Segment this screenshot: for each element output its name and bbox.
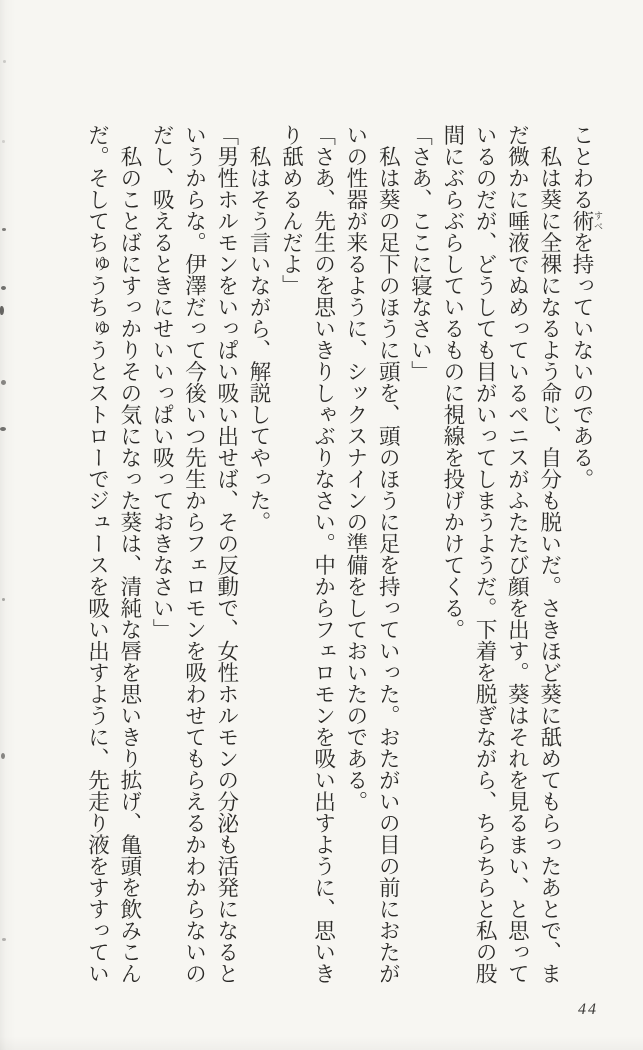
paragraph: 私は葵の足下のほうに頭を、頭のほうに足を持っていった。おたがいの目の前におたがいの性器が来るように、シックスナインの準備をしておいたのである。 xyxy=(343,124,401,984)
paragraph: 私のことばにすっかりその気になった葵は、清純な唇を思いきり拡げ、亀頭を飲みこんだ。そしてちゅうちゅうとストローでジュースを吸い出すように、先走り液をすすってい xyxy=(85,124,142,984)
scan-artifact xyxy=(0,306,4,315)
paragraph: 「さあ、ここに寝なさい」 xyxy=(408,124,433,382)
text-block xyxy=(81,124,603,992)
scan-artifact xyxy=(3,60,6,63)
paragraph: 「男性ホルモンをいっぱい吸い出せば、その反動で、女性ホルモンの分泌も活発になるというからな。伊澤だって今後いつ先生からフェロモンを吸わせてもらえるかわからないのだし、吸えるときにせいいっぱい吸っておきなさい」 xyxy=(150,124,239,984)
scan-artifact xyxy=(2,598,5,601)
page-number: 44 xyxy=(578,1001,598,1018)
scan-artifact xyxy=(1,380,6,385)
scan-artifact xyxy=(2,938,6,941)
scan-artifact xyxy=(0,427,6,431)
scan-artifact xyxy=(1,286,6,290)
scan-artifact xyxy=(2,228,6,231)
scan-artifact xyxy=(1,753,5,759)
paragraph: 私は葵に全裸になるよう命じ、自分も脱いだ。さきほど葵に舐めてもらったあとで、まだ微かに唾液でぬめっているペニスがふたたび顔を出す。葵はそれを見るまい、と思っているのだが、どうしても目がいってしまうようだ。下着を脱ぎながら、ちらちらと私の股間にぶらぶらしているものに視線を投げかけてくる。 xyxy=(440,124,562,984)
paragraph: ことわる術 すべを持っていないのである。 xyxy=(570,124,603,490)
scan-artifact xyxy=(2,140,5,143)
paragraph: 「さあ、先生のを思いきりしゃぶりなさい。中からフェロモンを吸い出すように、思いきり舐めるんだよ」 xyxy=(279,124,336,984)
paragraph: 私はそう言いながら、解説してやった。 xyxy=(247,124,272,533)
